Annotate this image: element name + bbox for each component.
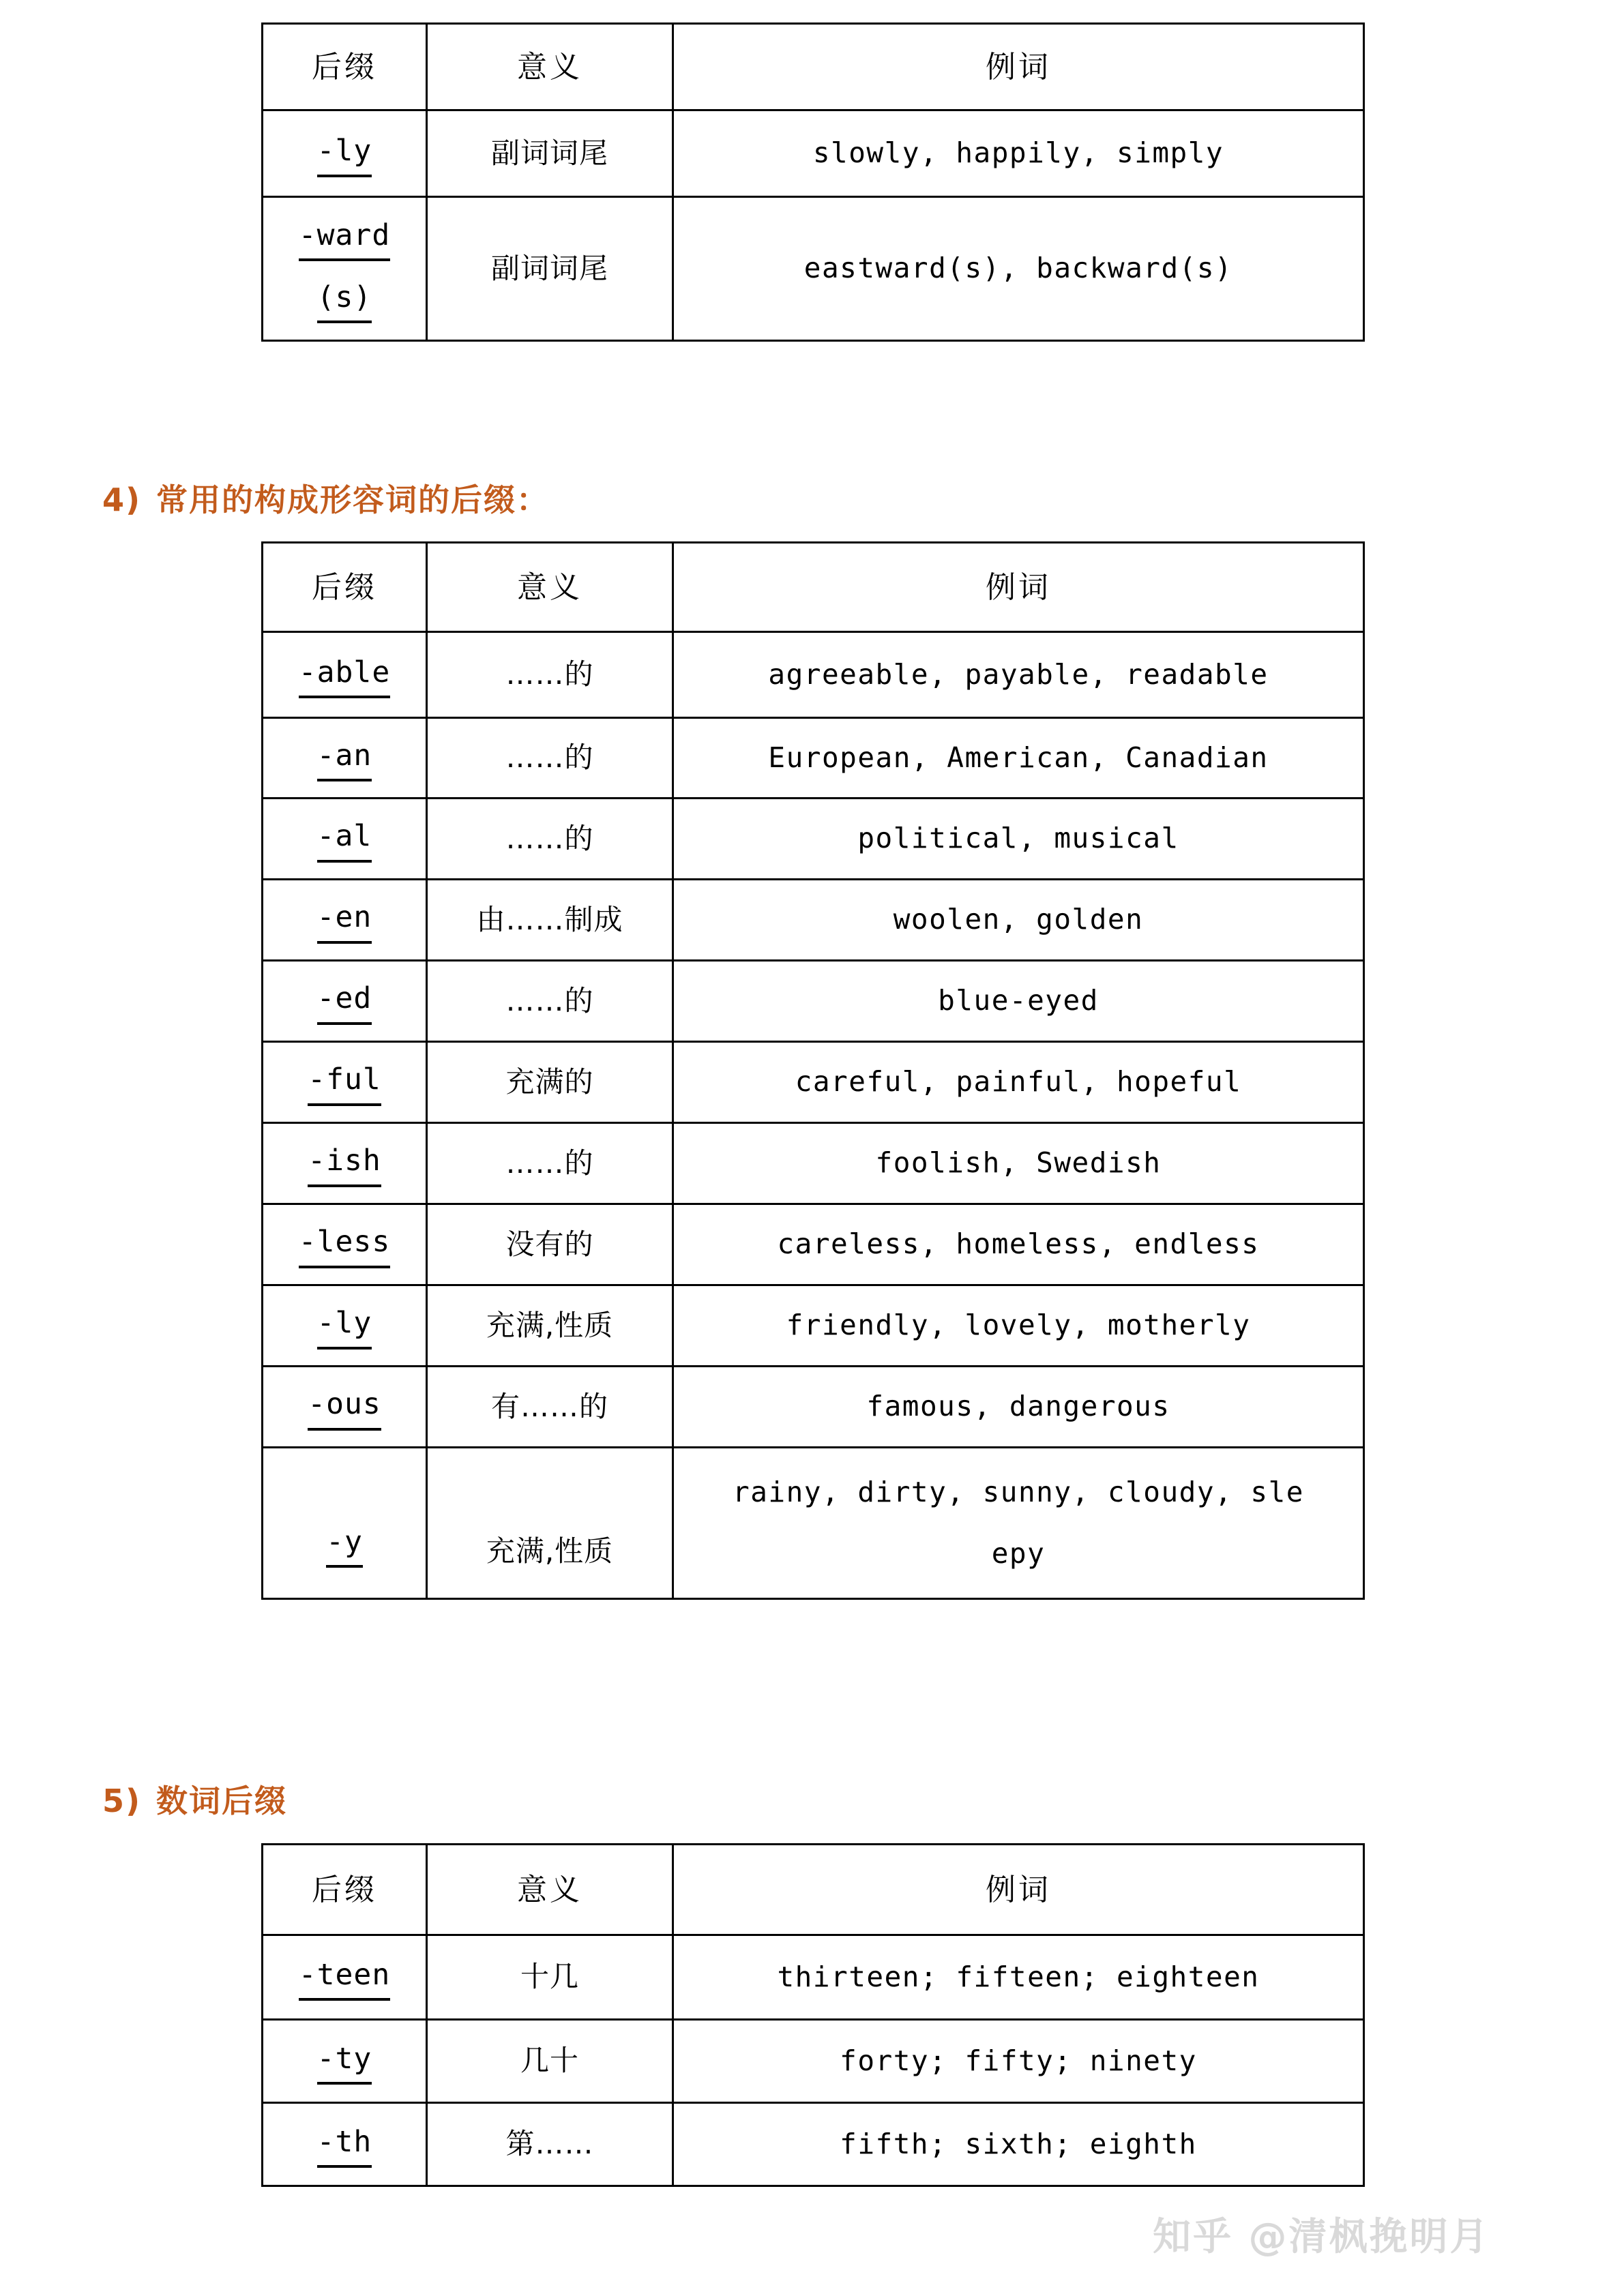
example-text	[674, 1060, 1363, 1104]
column-header-meaning-label: 意义	[517, 569, 582, 605]
section-heading-4	[102, 475, 549, 520]
suffix-text	[263, 1139, 426, 1187]
column-header-meaning-label: 意义	[517, 1872, 582, 1907]
example-cell	[673, 110, 1364, 197]
table-row	[263, 1123, 1364, 1204]
suffix-cell	[263, 197, 427, 341]
meaning-cell	[427, 2020, 673, 2103]
meaning-text: 副词词尾	[490, 136, 608, 170]
meaning-cell	[427, 197, 673, 341]
suffix-line: -ed	[317, 977, 372, 1024]
table-row	[263, 1935, 1364, 2020]
meaning-text: 十几	[520, 1960, 579, 1994]
table-row	[263, 2020, 1364, 2103]
table-header-row	[263, 24, 1364, 110]
suffix-cell	[263, 961, 427, 1042]
meaning-text: 有……的	[490, 1389, 608, 1423]
suffix-text	[263, 1954, 426, 2001]
suffix-line: (s)	[317, 276, 372, 323]
suffix-text	[263, 1058, 426, 1105]
example-line: woolen, golden	[893, 903, 1144, 936]
example-cell	[673, 632, 1364, 718]
suffix-line: -y	[326, 1521, 363, 1568]
suffix-line: -ish	[308, 1139, 381, 1187]
example-cell	[673, 799, 1364, 880]
meaning-text: 几十	[520, 2044, 579, 2078]
meaning-text: ……的	[505, 1146, 594, 1180]
suffix-text	[263, 977, 426, 1024]
meaning-cell	[427, 799, 673, 880]
section-heading-4-label: 常用的构成形容词的后缀：	[156, 481, 550, 518]
table-row	[263, 880, 1364, 961]
example-cell	[673, 2103, 1364, 2186]
meaning-cell	[427, 1448, 673, 1599]
table-row	[263, 197, 1364, 341]
column-header-suffix-label: 后缀	[312, 1872, 377, 1907]
example-line: slowly, happily, simply	[812, 136, 1224, 170]
example-line: rainy, dirty, sunny, cloudy, sle	[733, 1475, 1304, 1508]
meaning-cell	[427, 1204, 673, 1285]
example-text	[674, 1385, 1363, 1429]
adverb-suffix-table	[261, 23, 1365, 342]
suffix-cell	[263, 1204, 427, 1285]
column-header-meaning	[427, 543, 673, 632]
column-header-suffix	[263, 24, 427, 110]
section-heading-5-label: 数词后缀	[156, 1783, 288, 1819]
adjective-suffix-table	[261, 541, 1365, 1600]
example-line: thirteen; fifteen; eighteen	[777, 1960, 1260, 1993]
suffix-text	[263, 1383, 426, 1430]
suffix-cell	[263, 799, 427, 880]
suffix-text	[263, 130, 426, 177]
example-line: forty; fifty; ninety	[840, 2044, 1197, 2077]
suffix-text	[263, 815, 426, 862]
suffix-text	[263, 651, 426, 698]
example-cell	[673, 718, 1364, 799]
example-text	[674, 736, 1363, 780]
column-header-example-label: 例词	[986, 569, 1051, 605]
column-header-meaning	[427, 24, 673, 110]
suffix-cell	[263, 1285, 427, 1367]
suffix-cell	[263, 718, 427, 799]
column-header-example-label: 例词	[986, 49, 1051, 85]
watermark-text: 知乎 @清枫挽明月	[1153, 2215, 1490, 2259]
suffix-text	[263, 2121, 426, 2168]
suffix-text	[263, 2038, 426, 2085]
meaning-cell	[427, 1123, 673, 1204]
table-row	[263, 632, 1364, 718]
suffix-cell	[263, 2103, 427, 2186]
column-header-example-label: 例词	[986, 1872, 1051, 1907]
example-line: eastward(s), backward(s)	[803, 252, 1233, 285]
suffix-text	[263, 734, 426, 781]
suffix-line: -ous	[308, 1383, 381, 1430]
meaning-cell	[427, 1042, 673, 1123]
example-cell	[673, 1935, 1364, 2020]
meaning-cell	[427, 961, 673, 1042]
meaning-text: 由……制成	[476, 902, 623, 936]
meaning-text: ……的	[505, 657, 594, 691]
example-line: blue-eyed	[938, 984, 1099, 1017]
example-text	[674, 898, 1363, 942]
meaning-text: ……的	[505, 821, 594, 855]
example-cell	[673, 1367, 1364, 1448]
table-row	[263, 1367, 1364, 1448]
suffix-cell	[263, 1935, 427, 2020]
table-row	[263, 1204, 1364, 1285]
column-header-suffix	[263, 1845, 427, 1935]
suffix-cell	[263, 632, 427, 718]
meaning-cell	[427, 1285, 673, 1367]
example-line: epy	[991, 1536, 1046, 1570]
column-header-example	[673, 1845, 1364, 1935]
meaning-cell	[427, 1935, 673, 2020]
numeral-suffix-table	[261, 1843, 1365, 2187]
column-header-suffix-label: 后缀	[312, 49, 377, 85]
example-text	[674, 817, 1363, 861]
column-header-example	[673, 543, 1364, 632]
meaning-cell	[427, 2103, 673, 2186]
section-heading-5	[102, 1776, 287, 1821]
example-line: fifth; sixth; eighth	[840, 2127, 1197, 2160]
meaning-text: 第……	[505, 2127, 594, 2161]
suffix-text	[263, 1302, 426, 1349]
table-header-row	[263, 543, 1364, 632]
table-row	[263, 961, 1364, 1042]
meaning-cell	[427, 718, 673, 799]
example-cell	[673, 2020, 1364, 2103]
table-row	[263, 1042, 1364, 1123]
example-line: agreeable, payable, readable	[768, 657, 1269, 691]
example-line: careless, homeless, endless	[777, 1227, 1260, 1261]
suffix-cell	[263, 2020, 427, 2103]
example-text	[674, 1956, 1363, 1999]
column-header-meaning-label: 意义	[517, 49, 582, 85]
example-line: careful, painful, hopeful	[795, 1065, 1242, 1099]
example-line: famous, dangerous	[866, 1390, 1170, 1423]
section-heading-5-number: 5)	[102, 1783, 142, 1819]
suffix-line: -ty	[317, 2038, 372, 2085]
table-header-row	[263, 1845, 1364, 1935]
meaning-text: 充满,性质	[486, 1308, 614, 1342]
column-header-example	[673, 24, 1364, 110]
example-text	[674, 2123, 1363, 2166]
table-row	[263, 718, 1364, 799]
example-text	[674, 979, 1363, 1023]
suffix-line: -en	[317, 896, 372, 943]
example-text	[674, 653, 1363, 697]
suffix-cell	[263, 1123, 427, 1204]
suffix-text	[263, 214, 426, 324]
table-row	[263, 2103, 1364, 2186]
meaning-text: 副词词尾	[490, 251, 608, 285]
example-cell	[673, 961, 1364, 1042]
example-cell	[673, 1204, 1364, 1285]
column-header-suffix-label: 后缀	[312, 569, 377, 605]
meaning-cell	[427, 1367, 673, 1448]
meaning-cell	[427, 110, 673, 197]
suffix-line: -able	[299, 651, 390, 698]
example-text	[674, 1142, 1363, 1185]
suffix-text	[263, 1221, 426, 1268]
meaning-cell	[427, 632, 673, 718]
meaning-text: 没有的	[505, 1227, 594, 1261]
example-cell	[673, 1042, 1364, 1123]
meaning-text: ……的	[505, 741, 594, 775]
example-cell	[673, 197, 1364, 341]
suffix-cell	[263, 1448, 427, 1599]
meaning-text: 充满,性质	[486, 1534, 614, 1568]
example-text	[674, 247, 1363, 290]
suffix-line: -teen	[299, 1954, 390, 2001]
suffix-line: -ful	[308, 1058, 381, 1105]
example-cell	[673, 1123, 1364, 1204]
example-text	[674, 1223, 1363, 1266]
column-header-suffix	[263, 543, 427, 632]
table-row	[263, 1285, 1364, 1367]
example-cell	[673, 1448, 1364, 1599]
suffix-line: -an	[317, 734, 372, 781]
example-cell	[673, 880, 1364, 961]
example-text	[674, 132, 1363, 175]
meaning-cell	[427, 880, 673, 961]
example-text	[674, 1471, 1363, 1575]
example-line: foolish, Swedish	[875, 1146, 1162, 1180]
suffix-line: -ly	[317, 1302, 372, 1349]
suffix-text	[263, 1521, 426, 1568]
suffix-line: -ly	[317, 130, 372, 177]
example-text	[674, 1304, 1363, 1347]
suffix-line: -th	[317, 2121, 372, 2168]
suffix-cell	[263, 1042, 427, 1123]
section-heading-4-number: 4)	[102, 481, 142, 518]
example-text	[674, 2040, 1363, 2083]
table-row	[263, 799, 1364, 880]
meaning-text: 充满的	[505, 1064, 594, 1099]
table-row	[263, 110, 1364, 197]
suffix-cell	[263, 1367, 427, 1448]
table-row	[263, 1448, 1364, 1599]
example-line: friendly, lovely, motherly	[786, 1309, 1251, 1342]
example-cell	[673, 1285, 1364, 1367]
suffix-text	[263, 896, 426, 943]
example-line: political, musical	[857, 822, 1179, 855]
column-header-meaning	[427, 1845, 673, 1935]
suffix-line: -ward	[299, 214, 390, 261]
example-line: European, American, Canadian	[768, 741, 1269, 774]
suffix-cell	[263, 110, 427, 197]
meaning-text: ……的	[505, 983, 594, 1017]
suffix-cell	[263, 880, 427, 961]
suffix-line: -less	[299, 1221, 390, 1268]
suffix-line: -al	[317, 815, 372, 862]
